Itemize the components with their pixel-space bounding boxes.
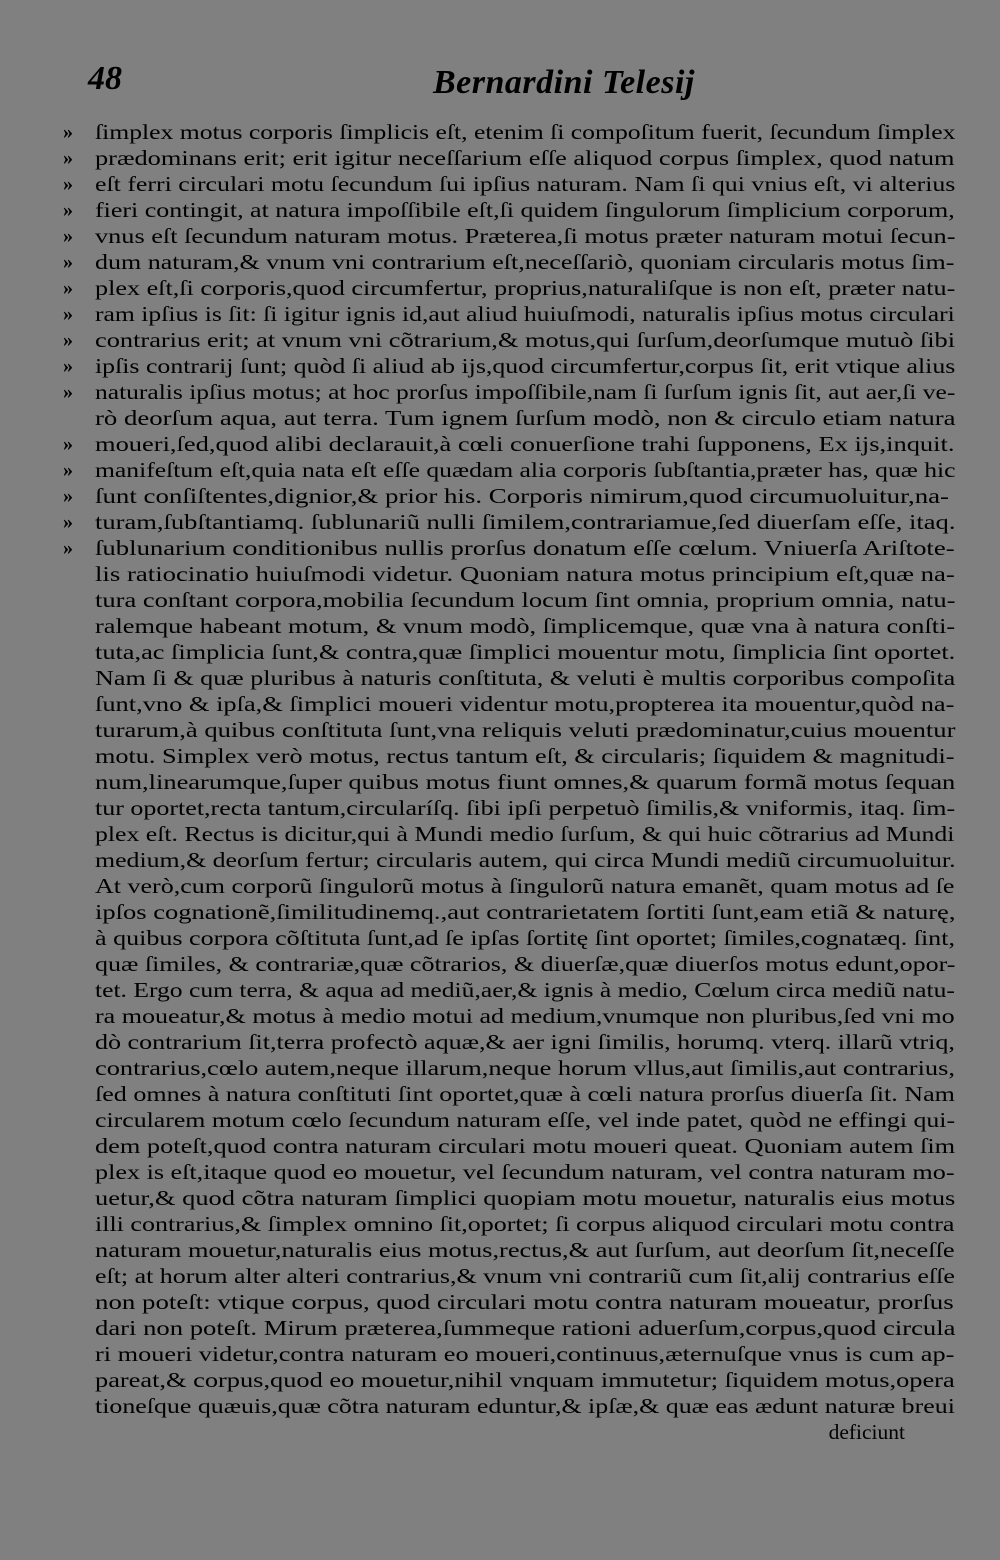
line-text: illi contrarius,& ſimplex omnino ſit,oportet; ſi corpus aliquod circulari motu contra (95, 1212, 955, 1236)
line-text: ipſis contrarij ſunt; quòd ſi aliud ab ijs,quod circumfertur,corpus ſit, erit vtique alius (95, 354, 956, 378)
text-line (95, 1185, 955, 1211)
text-line (63, 509, 956, 535)
text-line (63, 145, 955, 171)
text-line (95, 561, 955, 587)
line-text: ra moueatur,& motus à medio motui ad medium,vnumque non pluribus,ſed vni mo (95, 1004, 955, 1028)
text-line (63, 275, 956, 301)
text-line (63, 171, 956, 197)
quotation-mark: » (63, 485, 73, 507)
line-text: tet. Ergo cum terra, & aqua ad mediũ,aer,& ignis à medio, Cœlum circa mediũ natu- (95, 978, 955, 1002)
text-line (63, 197, 955, 223)
quotation-mark: » (63, 251, 73, 273)
quotation-mark: » (63, 121, 73, 143)
line-text: motu. Simplex verò motus, rectus tantum eſt, & circularis; ſiquidem & magnitudi- (95, 744, 955, 768)
line-text: prædominans erit; erit igitur neceſſarium eſſe aliquod corpus ſimplex, quod natum (95, 146, 955, 170)
text-line (95, 951, 955, 977)
page-header (88, 60, 960, 110)
line-text: uetur,& quod cõtra naturam ſimplici quopiam motu mouetur, naturalis eius motus (95, 1186, 956, 1210)
text-line (95, 977, 955, 1003)
line-text: moueri,ſed,quod alibi declarauit,à cœli conuerſione trahi ſupponens, Ex ijs,inquit. (95, 432, 955, 456)
text-line (95, 1393, 955, 1419)
text-line (95, 1237, 955, 1263)
line-text: ſunt conſiſtentes,dignior,& prior his. Corporis nimirum,quod circumuoluitur,na- (95, 484, 950, 508)
line-text: naturalis ipſius motus; at hoc prorſus impoſſibile,nam ſi ſurſum ignis ſit, aut aer,ſi ve- (95, 380, 956, 404)
text-line (63, 457, 956, 483)
text-line (95, 1055, 955, 1081)
line-text: contrarius,cœlo autem,neque illarum,neque horum vllus,aut ſimilis,aut contrarius, (95, 1056, 955, 1080)
line-text: dum naturam,& vnum vni contrarium eſt,neceſſariò, quoniam circularis motus ſim- (95, 250, 955, 274)
line-text: eſt; at horum alter alteri contrarius,& vnum vni contrariũ cum ſit,alij contrarius eſſe (95, 1264, 955, 1288)
quotation-mark: » (63, 355, 73, 377)
quotation-mark: » (63, 199, 73, 221)
line-text: ſunt,vno & ipſa,& ſimplici moueri videntur motu,propterea ita mouentur,quòd na- (95, 692, 955, 716)
line-text: rò deorſum aqua, aut terra. Tum ignem ſurſum modò, non & circulo etiam natura (95, 406, 956, 430)
text-line (95, 743, 955, 769)
text-line (95, 1263, 955, 1289)
line-text: ſimplex motus corporis ſimplicis eſt, etenim ſi compoſitum fuerit, ſecundum ſimplex (95, 120, 956, 144)
line-text: lis ratiocinatio huiuſmodi videtur. Quoniam natura motus principium eſt,quæ na- (95, 562, 955, 586)
text-line (63, 353, 956, 379)
line-text: At verò,cum corporũ ſingulorũ motus à ſingulorũ natura emanẽt, quam motus ad ſe (95, 874, 955, 898)
text-line (63, 119, 956, 145)
line-text: ipſos cognationẽ,ſimilitudinemq.,aut contrarietatem ſortiti ſunt,eam etiã & naturę, (95, 900, 956, 924)
line-text: ralemque habeant motum, & vnum modò, ſimplicemque, quæ vna à natura conſti- (95, 614, 956, 638)
text-line (95, 1081, 955, 1107)
line-text: vnus eſt ſecundum naturam motus. Præterea,ſi motus præter naturam motui ſecun- (95, 224, 956, 248)
text-line (63, 483, 955, 509)
text-line (63, 223, 956, 249)
text-line (95, 1159, 955, 1185)
quotation-mark: » (63, 511, 73, 533)
line-text: quæ ſimiles, & contrariæ,quæ cõtrarios, & diuerſæ,quæ diuerſos motus edunt,opor- (95, 952, 956, 976)
text-line (95, 821, 955, 847)
text-line (95, 1367, 955, 1393)
line-text: plex eſt. Rectus is dicitur,qui à Mundi medio ſurſum, & qui huic cõtrarius ad Mundi (95, 822, 955, 846)
line-text: dem poteſt,quod contra naturam circulari motu moueri queat. Quoniam autem ſim (95, 1134, 956, 1158)
text-line (95, 795, 955, 821)
text-line (63, 535, 955, 561)
text-line (95, 925, 955, 951)
line-text: pareat,& corpus,quod eo mouetur,nihil vnquam immutetur; ſiquidem motus,opera (95, 1368, 955, 1392)
running-title: Bernardini Telesij (433, 64, 695, 101)
line-text: contrarius erit; at vnum vni cõtrarium,& motus,qui ſurſum,deorſumque mutuò ſibi (95, 328, 956, 352)
line-text: tura conſtant corpora,mobilia ſecundum locum ſint omnia, proprium omnia, natu- (95, 588, 956, 612)
line-text: fieri contingit, at natura impoſſibile eſt,ſi quidem ſingulorum ſimplicium corporum, (95, 198, 955, 222)
text-line (95, 613, 955, 639)
text-line (63, 301, 955, 327)
page-number: 48 (88, 60, 122, 97)
text-line (95, 769, 955, 795)
line-text: ri moueri videtur,contra naturam eo moueri,continuus,æternuſque vnus is cum ap- (95, 1342, 955, 1366)
line-text: num,linearumque,ſuper quibus motus fiunt omnes,& quarum formã motus ſequan (95, 770, 956, 794)
line-text: dari non poteſt. Mirum præterea,ſummeque rationi aduerſum,corpus,quod circula (95, 1316, 956, 1340)
quotation-mark: » (63, 329, 73, 351)
quotation-mark: » (63, 433, 73, 455)
line-text: tur oportet,recta tantum,circularíſq. ſibi ipſi perpetuò ſimilis,& vniformis, itaq. ſim- (95, 796, 956, 820)
quotation-mark: » (63, 381, 73, 403)
quotation-mark: » (63, 459, 73, 481)
text-line (95, 873, 955, 899)
line-text: naturam mouetur,naturalis eius motus,rectus,& aut ſurſum, aut deorſum ſit,neceſſe (95, 1238, 955, 1262)
line-text: turam,ſubſtantiamq. ſublunariũ nulli ſimilem,contrariamue,ſed diuerſam eſſe, itaq. (95, 510, 956, 534)
catchword: deficiunt (828, 1420, 905, 1444)
text-line (95, 1003, 955, 1029)
text-line (95, 847, 955, 873)
line-text: dò contrarium ſit,terra profectò aquæ,& aer igni ſimilis, horumq. vterq. illarũ vtriq, (95, 1030, 955, 1054)
line-text: circularem motum cœlo ſecundum naturam eſſe, vel inde patet, quòd ne effingi qui- (95, 1108, 956, 1132)
body-text (63, 119, 956, 1445)
text-line (63, 249, 955, 275)
line-text: manifeſtum eſt,quia nata eſt eſſe quædam alia corporis ſubſtantia,præter has, quæ hic (95, 458, 956, 482)
text-line (95, 899, 955, 925)
line-text: eſt ferri circulari motu ſecundum ſui ipſius naturam. Nam ſi qui vnius eſt, vi alterius (95, 172, 956, 196)
line-text: plex is eſt,itaque quod eo mouetur, vel ſecundum naturam, vel contra naturam mo- (95, 1160, 955, 1184)
text-line (95, 717, 955, 743)
text-line (95, 405, 955, 431)
quotation-mark: » (63, 277, 73, 299)
line-text: ram ipſius is ſit: ſi igitur ignis id,aut aliud huiuſmodi, naturalis ipſius motus circulari (95, 302, 955, 326)
text-line (95, 587, 955, 613)
text-line (63, 327, 956, 353)
quotation-mark: » (63, 303, 73, 325)
text-line (95, 691, 955, 717)
text-line (95, 1211, 955, 1237)
line-text: medium,& deorſum fertur; circularis autem, qui circa Mundi mediũ circumuoluitur. (95, 848, 956, 872)
quotation-mark: » (63, 173, 73, 195)
line-text: ſublunarium conditionibus nullis prorſus donatum eſſe cœlum. Vniuerſa Ariſtote- (95, 536, 955, 560)
text-line (95, 1133, 955, 1159)
line-text: tuta,ac ſimplicia ſunt,& contra,quæ ſimplici mouentur motu, ſimplicia ſint oportet. (95, 640, 956, 664)
quotation-mark: » (63, 225, 73, 247)
line-text: non poteſt: vtique corpus, quod circulari motu contra naturam moueatur, prorſus (95, 1290, 954, 1314)
quotation-mark: » (63, 537, 73, 559)
text-line (95, 665, 955, 691)
line-text: à quibus corpora cõſtituta ſunt,ad ſe ipſas ſortitę ſint oportet; ſimiles,cognatæq. ſint, (95, 926, 955, 950)
line-text: plex eſt,ſi corporis,quod circumfertur, proprius,naturaliſque is non eſt, præter natu- (95, 276, 956, 300)
line-text: tioneſque quæuis,quæ cõtra naturam eduntur,& ipſæ,& quæ eas ædunt naturæ breui (95, 1394, 955, 1418)
quotation-mark: » (63, 147, 73, 169)
text-line (95, 1029, 955, 1055)
line-text: Nam ſi & quæ pluribus à naturis conſtituta, & veluti è multis corporibus compoſita (95, 666, 956, 690)
text-line (63, 431, 955, 457)
text-line (95, 1107, 955, 1133)
line-text: ſed omnes à natura conſtituti ſint oportet,quæ à cœli natura prorſus diuerſa ſit. Nam (95, 1082, 955, 1106)
text-line (63, 379, 956, 405)
text-line (95, 1315, 955, 1341)
text-line (95, 1341, 955, 1367)
text-line (95, 639, 955, 665)
text-line (95, 1289, 955, 1315)
line-text: turarum,à quibus conſtituta ſunt,vna reliquis veluti prædominatur,cuius mouentur (95, 718, 956, 742)
